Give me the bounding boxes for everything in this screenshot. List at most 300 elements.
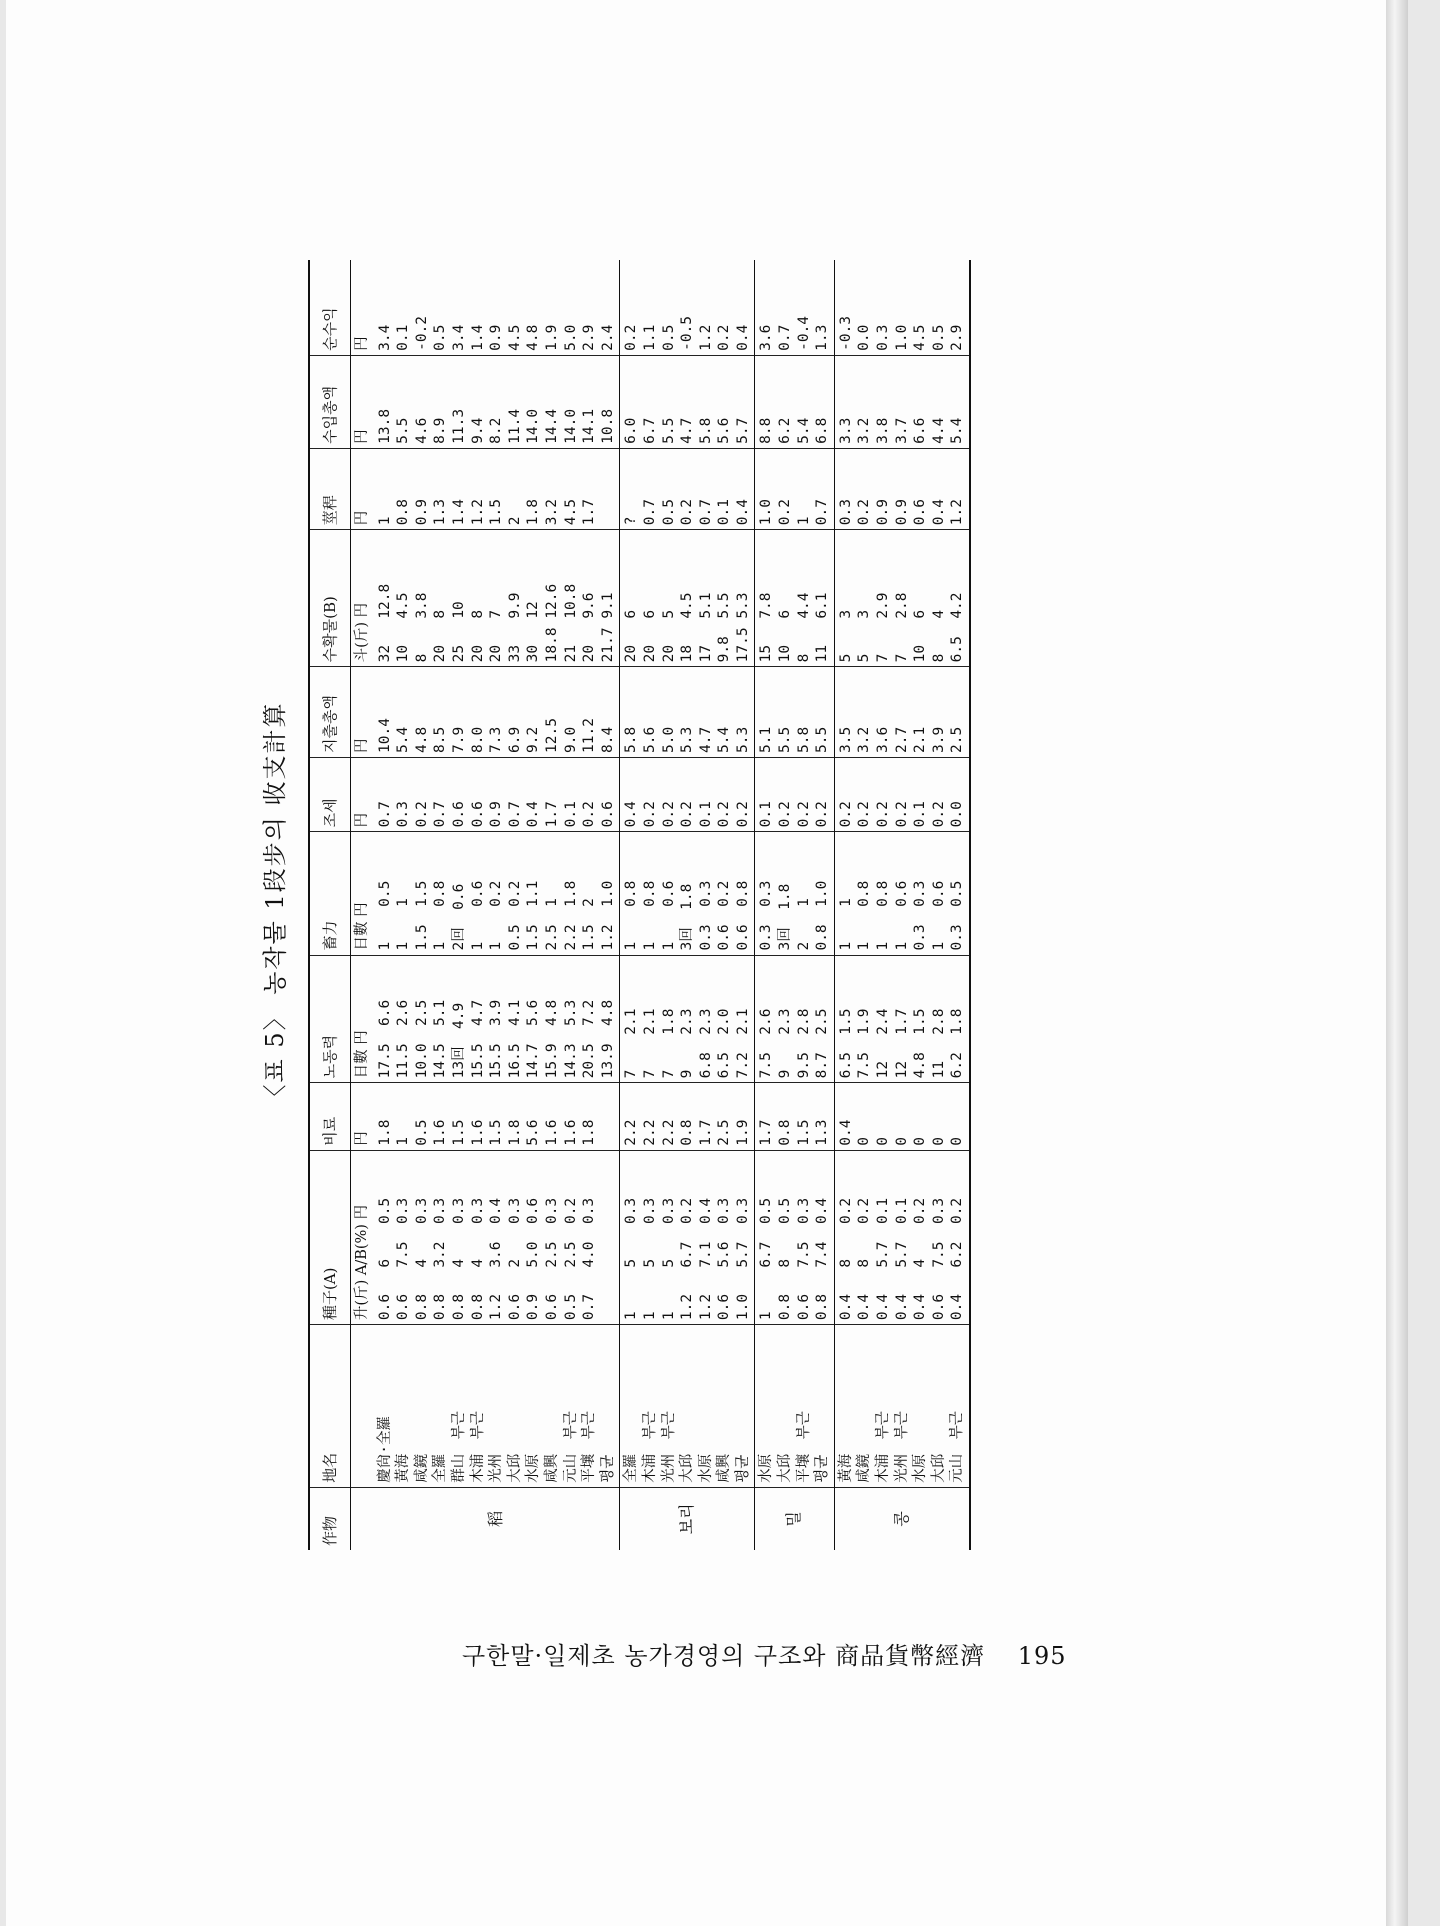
cell-value: 0.6 0.8 (734, 880, 751, 951)
cell-value: 1 6.7 0.5 (758, 1197, 775, 1321)
cell-value: 14.0 (525, 408, 542, 444)
cell-value: 1.8 (581, 1119, 598, 1146)
cell-value: 8.7 2.5 (814, 1008, 831, 1079)
cell-value: 1 0.6 (893, 880, 910, 951)
cell-value: 7.5 2.6 (758, 1008, 775, 1079)
cell-total-cost (755, 667, 834, 758)
cell-value: 20.5 7.2 (581, 999, 598, 1079)
cell-value: 0.7 (777, 324, 794, 351)
crop-group-row (620, 260, 755, 1550)
cell-value: 3回 1.8 (777, 883, 794, 951)
cell-value: 4.4 (930, 417, 947, 444)
cell-value: 0.4 (734, 499, 751, 526)
cell-value: 5.8 (795, 726, 812, 753)
cell-value: 水原 (758, 1453, 775, 1483)
cell-value: 0.2 (930, 801, 947, 828)
cell-value: 3.6 (758, 324, 775, 351)
cell-value: 1.5 2 (581, 898, 598, 951)
cell-net (755, 260, 834, 355)
col-net: 순수익 (309, 260, 351, 355)
cell-value: 5.3 (679, 726, 696, 753)
cell-value: 木浦 부근 (469, 1411, 486, 1483)
cell-value: 2回 0.6 (450, 883, 467, 951)
cell-total-income (374, 355, 620, 448)
cell-value: 3.5 (837, 726, 854, 753)
cell-value: 1 5 0.3 (641, 1197, 658, 1321)
cell-value: 20 8 (432, 609, 449, 663)
cell-value: 20 5 (660, 609, 677, 663)
cell-value: 0.2 (413, 801, 430, 828)
cell-value: 0.3 0.3 (697, 880, 714, 951)
cell-value: 6.7 (641, 417, 658, 444)
cell-value: 大邱 (679, 1453, 696, 1483)
cell-value: 8 4.4 (795, 592, 812, 663)
cell-value: 5.5 (395, 417, 412, 444)
cell-value: 1.2 (697, 324, 714, 351)
cell-value: 2 (506, 516, 523, 526)
cell-value: 7.3 (488, 726, 505, 753)
cell-value: 0.4 (734, 324, 751, 351)
cell-value: 水原 (697, 1453, 714, 1483)
cell-fert (374, 1083, 620, 1150)
cell-value: 0.3 0.5 (949, 880, 966, 951)
cell-value: 0.1 (758, 801, 775, 828)
cell-value: 33 9.9 (506, 592, 523, 663)
cell-value: 0.7 (641, 499, 658, 526)
col-place: 地名 (309, 1325, 351, 1488)
cell-value: 11.2 (581, 718, 598, 753)
cell-seed (374, 1150, 620, 1324)
unit-fert: 円 (351, 1083, 374, 1150)
cell-value: 32 12.8 (376, 583, 393, 663)
cell-net (834, 260, 970, 355)
cell-value: 7.5 1.9 (856, 1008, 873, 1079)
cell-value: 1 0.8 (623, 880, 640, 951)
cell-value: 8.4 (599, 726, 616, 753)
cell-value: 1.8 (506, 1119, 523, 1146)
cell-value: 1 0.5 (376, 880, 393, 951)
cell-value: 3.9 (930, 726, 947, 753)
crop-label: 보리 (620, 1487, 755, 1550)
cell-value: 0.3 (837, 499, 854, 526)
unit-tax: 円 (351, 757, 374, 831)
cell-value: 0.5 0.2 (506, 880, 523, 951)
cell-value: 1 5 0.3 (660, 1197, 677, 1321)
cell-value: 7.2 2.1 (734, 1008, 751, 1079)
cell-tax (834, 757, 970, 831)
cell-value: 6.5 4.2 (949, 592, 966, 663)
cell-value: 1.7 (758, 1119, 775, 1146)
cell-value: 1.7 (543, 801, 560, 828)
cell-value: 25 10 (450, 601, 467, 663)
unit-row (351, 260, 374, 1550)
cell-value: 3.3 (837, 417, 854, 444)
cell-value: 17.5 6.6 (376, 999, 393, 1079)
cell-value: 0.2 (679, 801, 696, 828)
cell-value: 4.7 (697, 726, 714, 753)
col-yield: 수확물(B) (309, 530, 351, 667)
cell-tax (620, 757, 755, 831)
cell-seed (620, 1150, 755, 1324)
cell-value: 0.2 (641, 801, 658, 828)
cell-value: 3.2 (543, 499, 560, 526)
cell-value: 0.3 0.3 (912, 880, 929, 951)
cell-value: 4.5 (562, 499, 579, 526)
cell-value: 5.7 (734, 417, 751, 444)
cell-value: 大邱 (506, 1453, 523, 1483)
cell-value: 0.1 (562, 801, 579, 828)
cell-value: 0.8 4 0.3 (413, 1197, 430, 1321)
cell-value: 1 5 0.3 (623, 1197, 640, 1321)
cell-value: 2.5 (716, 1119, 733, 1146)
cell-value: 4.8 (525, 324, 542, 351)
cell-value: 14.5 5.1 (432, 999, 449, 1079)
unit-total-cost: 円 (351, 667, 374, 758)
cell-value: 咸鏡 (413, 1453, 430, 1483)
cell-value: 10 6 (777, 609, 794, 663)
crop-group-row (755, 260, 834, 1550)
cell-total-income (834, 355, 970, 448)
cell-labor (834, 955, 970, 1083)
cell-value: 0.8 8 0.5 (777, 1197, 794, 1321)
rotated-table-block (250, 260, 1160, 1550)
cell-value: 20 6 (623, 609, 640, 663)
cell-value: 慶尙·全羅 (376, 1416, 393, 1483)
cell-value: 光州 부근 (893, 1411, 910, 1483)
cell-value: 0.4 8 0.2 (856, 1197, 873, 1321)
cell-value: 0.4 (930, 499, 947, 526)
cell-net (620, 260, 755, 355)
cell-yield (374, 530, 620, 667)
cell-value: 0.8 4 0.3 (469, 1197, 486, 1321)
table-caption: 〈표 5〉 농작물 1段步의 收支計算 (261, 701, 289, 1109)
cell-value: 5.8 (623, 726, 640, 753)
cell-value: 1 0.8 (641, 880, 658, 951)
cell-straw (834, 448, 970, 529)
cell-value: 1.4 (450, 499, 467, 526)
cell-value: 1.3 (814, 1119, 831, 1146)
cell-value: 平壤 부근 (581, 1411, 598, 1483)
cell-labor (620, 955, 755, 1083)
cell-value: 1.4 (469, 324, 486, 351)
cell-fert (834, 1083, 970, 1150)
cell-value: 黃海 (395, 1453, 412, 1483)
cell-value: 0 (893, 1137, 910, 1146)
unit-labor: 日數 円 (351, 955, 374, 1083)
cell-value: 0.2 (814, 801, 831, 828)
cell-value: 1.8 (376, 1119, 393, 1146)
cell-value: 0.6 7.5 0.3 (795, 1197, 812, 1321)
cell-value: ? (623, 516, 640, 526)
cell-value: 0.2 (893, 801, 910, 828)
cell-place (755, 1325, 834, 1488)
cell-value: 14.4 (543, 408, 560, 444)
cell-value: 1.5 (488, 499, 505, 526)
cell-value: 0.2 (679, 499, 696, 526)
cell-value: 平壤 부근 (795, 1411, 812, 1483)
cell-value: 0 (930, 1137, 947, 1146)
cell-value: 0.2 (777, 801, 794, 828)
cell-value: 1.5 1.5 (413, 880, 430, 951)
cell-value: 0.2 (856, 499, 873, 526)
cell-value: 1.1 (641, 324, 658, 351)
cell-value: 0.6 7.5 0.3 (930, 1197, 947, 1321)
cell-value: 0.9 (875, 499, 892, 526)
cell-value: 0.8 1.0 (814, 880, 831, 951)
cell-value: 1.0 5.7 0.3 (734, 1197, 751, 1321)
cell-value: 元山 부근 (949, 1411, 966, 1483)
cell-value: 木浦 부근 (641, 1411, 658, 1483)
cell-value: 4.5 (506, 324, 523, 351)
cell-value: 15.9 4.8 (543, 999, 560, 1079)
cell-value: 6.2 1.8 (949, 1008, 966, 1079)
cell-value: 0.5 (660, 324, 677, 351)
cell-value: 光州 (488, 1453, 505, 1483)
cell-value: 11.4 (506, 408, 523, 444)
cell-value: 12 2.4 (875, 1008, 892, 1079)
cell-value: 0.2 (716, 801, 733, 828)
crop-label: 稻 (374, 1487, 620, 1550)
cell-value: 13.9 4.8 (599, 999, 616, 1079)
cell-value: 群山 부근 (450, 1411, 467, 1483)
cell-value: 10 6 (912, 609, 929, 663)
cell-value: 0 (949, 1137, 966, 1146)
cell-value: 0.6 (599, 801, 616, 828)
cell-value: 6.5 1.5 (837, 1008, 854, 1079)
cell-value: 黃海 (837, 1453, 854, 1483)
cell-seed (755, 1150, 834, 1324)
cell-value: 13回 4.9 (450, 1002, 467, 1079)
cell-animal (620, 832, 755, 955)
cell-value: 水原 (525, 1453, 542, 1483)
cell-value: 5.4 (395, 726, 412, 753)
cell-value: 2.1 (912, 726, 929, 753)
cell-value: 7.9 (450, 726, 467, 753)
cell-value: 5.8 (697, 417, 714, 444)
cell-value: 木浦 부근 (875, 1411, 892, 1483)
unit-net: 円 (351, 260, 374, 355)
cell-value: 1.2 (469, 499, 486, 526)
cell-value: 9.8 5.5 (716, 592, 733, 663)
cell-animal (755, 832, 834, 955)
cell-value: 1 (395, 1137, 412, 1146)
cell-value: 5.6 (716, 417, 733, 444)
cell-straw (620, 448, 755, 529)
cell-labor (374, 955, 620, 1083)
cell-total-cost (374, 667, 620, 758)
cell-value: 5.4 (716, 726, 733, 753)
cell-value: 0.2 (734, 801, 751, 828)
cell-value: 2.9 (581, 324, 598, 351)
cell-value: 0.1 (912, 801, 929, 828)
cell-value: 6.2 (777, 417, 794, 444)
cell-value: 咸興 (716, 1453, 733, 1483)
cell-value: 0.8 7.4 0.4 (814, 1197, 831, 1321)
cell-value: 8.8 (758, 417, 775, 444)
cell-value: 17 5.1 (697, 592, 714, 663)
cell-value: 大邱 (777, 1453, 794, 1483)
cell-value: 9 2.3 (777, 1008, 794, 1079)
cell-value: 1.2 6.7 0.2 (679, 1197, 696, 1321)
cell-value: 咸興 (543, 1453, 560, 1483)
cell-value: 4.8 1.5 (912, 1008, 929, 1079)
cell-value: 1.6 (562, 1119, 579, 1146)
cell-value: 7 2.1 (623, 1008, 640, 1079)
cell-fert (755, 1083, 834, 1150)
cell-value: 1.6 (432, 1119, 449, 1146)
unit-animal: 日數 円 (351, 832, 374, 955)
cell-total-income (755, 355, 834, 448)
cell-value: 14.0 (562, 408, 579, 444)
cell-value: 0.9 (488, 324, 505, 351)
cell-value: 3.7 (893, 417, 910, 444)
cell-value: 12 1.7 (893, 1008, 910, 1079)
cell-value: 2.4 (599, 324, 616, 351)
cell-value: 21.7 9.1 (599, 592, 616, 663)
col-seed: 種子(A) (309, 1150, 351, 1324)
cell-value: 0.9 (488, 801, 505, 828)
cell-value: 20 6 (641, 609, 658, 663)
cell-value: 0.7 4.0 0.3 (581, 1197, 598, 1321)
cell-value: 3.4 (450, 324, 467, 351)
cell-value: 9.2 (525, 726, 542, 753)
page-number: 195 (1017, 1642, 1067, 1670)
col-total-income: 수입총액 (309, 355, 351, 448)
crop-label: 밀 (755, 1487, 834, 1550)
table-container (250, 260, 1160, 1550)
cell-value: 14.7 5.6 (525, 999, 542, 1079)
cell-value: 평균 (814, 1454, 831, 1483)
cell-value: 20 7 (488, 609, 505, 663)
cell-value: 4.6 (413, 417, 430, 444)
cell-value: 10.4 (376, 718, 393, 753)
cell-value: 2.2 (623, 1119, 640, 1146)
cell-value: 3回 1.8 (679, 883, 696, 951)
unit-straw: 円 (351, 448, 374, 529)
cell-value: 5.5 (814, 726, 831, 753)
cell-value: 水原 (912, 1453, 929, 1483)
cell-value: -0.3 (837, 315, 854, 351)
cell-value: 0.1 (395, 324, 412, 351)
cell-value: 0.5 (930, 324, 947, 351)
cell-yield (620, 530, 755, 667)
cell-value: 18 4.5 (679, 592, 696, 663)
cell-value: 0 (856, 1137, 873, 1146)
cell-yield (755, 530, 834, 667)
cell-value: 17.5 5.3 (734, 592, 751, 663)
cell-value: 0.7 (432, 801, 449, 828)
cell-value: 0.6 5.6 0.3 (716, 1197, 733, 1321)
cell-value: 0 (875, 1137, 892, 1146)
cell-value: 1 (376, 516, 393, 526)
cell-value: -0.2 (413, 315, 430, 351)
cell-value: 5.5 (777, 726, 794, 753)
cell-value: 0.7 (506, 801, 523, 828)
col-total-cost: 지출총액 (309, 667, 351, 758)
cell-value: 8 4 (930, 609, 947, 663)
cell-value: 0.2 (581, 801, 598, 828)
cell-value: 15 7.8 (758, 592, 775, 663)
cell-value: 0.5 2.5 0.2 (562, 1197, 579, 1321)
cell-value: 0.5 (660, 499, 677, 526)
cell-value: 0.1 (716, 499, 733, 526)
cell-value: 0.4 (525, 801, 542, 828)
col-straw: 莖稈 (309, 448, 351, 529)
cell-value: 0.5 (432, 324, 449, 351)
cell-value: 11.5 2.6 (395, 999, 412, 1079)
cell-value: 6.5 2.0 (716, 1008, 733, 1079)
cell-value: -0.5 (679, 315, 696, 351)
cell-value: 元山 부근 (562, 1411, 579, 1483)
cell-value: 1.5 (488, 1119, 505, 1146)
cell-value: 13.8 (376, 408, 393, 444)
cell-value: 11 6.1 (814, 592, 831, 663)
cell-value: 1.7 (581, 499, 598, 526)
cell-value: 3.2 (856, 417, 873, 444)
cell-value: 1 0.6 (930, 880, 947, 951)
cell-labor (755, 955, 834, 1083)
cell-place (620, 1325, 755, 1488)
cell-value: 18.8 12.6 (543, 583, 560, 663)
cell-place (374, 1325, 620, 1488)
cell-value: 0.8 (679, 1119, 696, 1146)
running-title: 구한말·일제초 농가경영의 구조와 商品貨幣經濟 (462, 1642, 986, 1670)
cell-value: 2.2 1.8 (562, 880, 579, 951)
crop-group-row (374, 260, 620, 1550)
cell-value: 0.2 (623, 324, 640, 351)
cell-value: 0.8 (395, 499, 412, 526)
cell-value: 5.1 (758, 726, 775, 753)
cell-straw (374, 448, 620, 529)
cell-straw (755, 448, 834, 529)
cell-value: 0 (912, 1137, 929, 1146)
cell-value: 全羅 (623, 1453, 640, 1483)
cell-value: 3.8 (875, 417, 892, 444)
header-row (309, 260, 351, 1550)
cell-value: 1 1 (395, 898, 412, 951)
cell-value: 5.4 (949, 417, 966, 444)
cell-value: 4.7 (679, 417, 696, 444)
cell-value: 5.6 (641, 726, 658, 753)
cell-value: 8.9 (432, 417, 449, 444)
cell-value: 11 2.8 (930, 1008, 947, 1079)
cell-value: 0.8 3.2 0.3 (432, 1197, 449, 1321)
cell-value: 0.3 (395, 801, 412, 828)
cell-value: 1.2 7.1 0.4 (697, 1197, 714, 1321)
col-labor: 노동력 (309, 955, 351, 1083)
cell-value: 5.5 (660, 417, 677, 444)
cell-value: 2.5 (949, 726, 966, 753)
cell-value: 0.2 (875, 801, 892, 828)
cell-value: 0.2 (795, 801, 812, 828)
cell-value: 0.7 (376, 801, 393, 828)
cell-value: 0.6 (469, 801, 486, 828)
cell-value: 0.9 (413, 499, 430, 526)
cell-value: 2.2 (660, 1119, 677, 1146)
cell-value: 0.2 (777, 499, 794, 526)
cell-value: 15.5 4.7 (469, 999, 486, 1079)
cell-value: 1 (795, 516, 812, 526)
cell-value: 12.5 (543, 718, 560, 753)
cell-value: 9 2.3 (679, 1008, 696, 1079)
cell-total-income (620, 355, 755, 448)
cell-total-cost (620, 667, 755, 758)
cell-value: 14.1 (581, 408, 598, 444)
cell-value: 평균 (599, 1454, 616, 1483)
cell-value: 1 1 (837, 898, 854, 951)
cell-value: 0.4 (837, 1119, 854, 1146)
cell-value: 4.5 (912, 324, 929, 351)
